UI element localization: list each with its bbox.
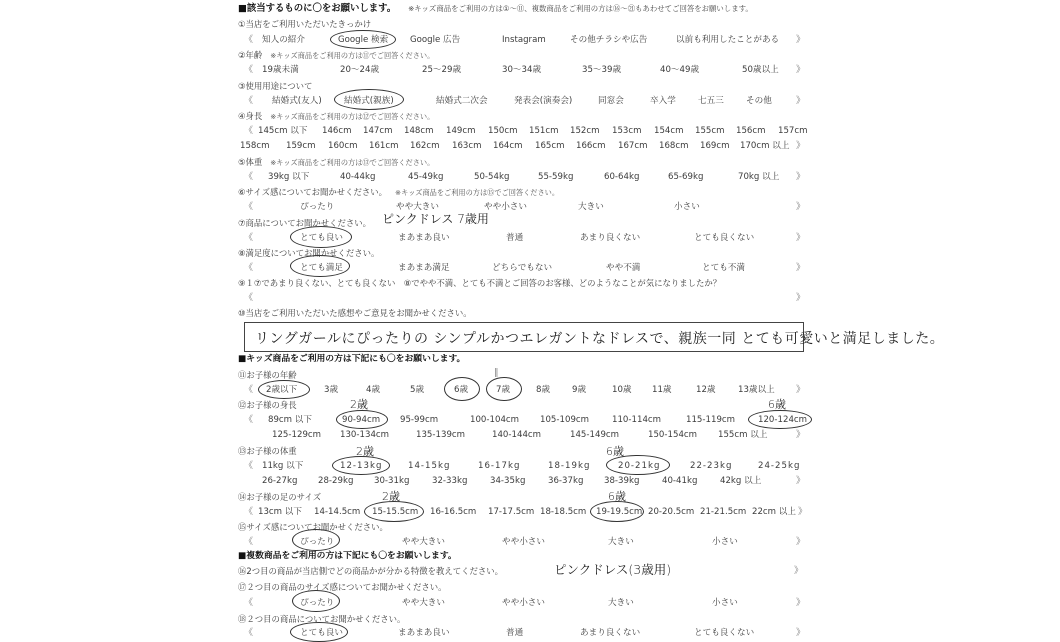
bracket-close: 》 bbox=[796, 476, 806, 486]
bracket-close: 》 bbox=[796, 233, 806, 243]
q13-option[interactable]: 30-31kg bbox=[374, 476, 410, 486]
q6-option[interactable]: 大きい bbox=[578, 202, 604, 212]
q4-option[interactable]: 158cm bbox=[240, 141, 270, 151]
q8-option[interactable]: まあまあ満足 bbox=[398, 263, 450, 273]
q6-label-text: ⑥サイズ感についてお聞かせください。 bbox=[238, 187, 388, 197]
q16-label: ⑯2つ目の商品が当店側でどの商品かが分かる特徴を教えてください。 bbox=[238, 566, 503, 576]
q2-options bbox=[238, 63, 808, 77]
q12-option-selected[interactable]: 120-124cm bbox=[758, 415, 808, 425]
q8-option[interactable]: やや不満 bbox=[606, 263, 641, 273]
q14-option-selected[interactable]: 19-19.5cm bbox=[596, 507, 643, 517]
q2-option[interactable]: 40〜49歳 bbox=[660, 65, 700, 75]
selection-circle bbox=[292, 529, 340, 551]
q12-option[interactable]: 95-99cm bbox=[400, 415, 439, 425]
q4-option[interactable]: 155cm bbox=[695, 126, 725, 136]
q3-label: ③使用用途について bbox=[238, 81, 313, 91]
q17-option[interactable]: 小さい bbox=[712, 598, 738, 608]
selection-circle bbox=[748, 410, 812, 429]
q12-option[interactable]: 100-104cm bbox=[470, 415, 520, 425]
q6-option[interactable]: やや小さい bbox=[484, 202, 527, 212]
q12-option[interactable]: 135-139cm bbox=[416, 430, 466, 440]
multi-section-title: ■複数商品をご利用の方は下記にも〇をお願いします。 bbox=[238, 551, 457, 561]
q16-row bbox=[238, 564, 808, 578]
q14-option[interactable]: 21-21.5cm bbox=[700, 507, 747, 517]
q5-label-text: ⑤体重 bbox=[238, 157, 263, 167]
bracket-close: 》 bbox=[796, 537, 806, 547]
q15-option[interactable]: やや大きい bbox=[402, 537, 445, 547]
bracket-open: 《 bbox=[244, 65, 254, 75]
selection-circle bbox=[486, 377, 522, 401]
q11-option-selected[interactable]: 6歳 bbox=[454, 385, 469, 395]
q8-option-selected[interactable]: とても満足 bbox=[300, 263, 343, 273]
bracket-close: 》 bbox=[796, 65, 806, 75]
bracket-close: 》 bbox=[796, 141, 806, 151]
q4-option[interactable]: 160cm bbox=[328, 141, 358, 151]
q4-option[interactable]: 157cm bbox=[778, 126, 808, 136]
q7-option[interactable]: あまり良くない bbox=[580, 233, 641, 243]
bracket-open: 《 bbox=[244, 96, 254, 106]
bracket-open: 《 bbox=[244, 385, 254, 395]
q12-option[interactable]: 110-114cm bbox=[612, 415, 662, 425]
q13-option[interactable]: 18-19kg bbox=[548, 461, 591, 471]
q7-option[interactable]: とても良くない bbox=[694, 233, 755, 243]
q7-option[interactable]: まあまあ良い bbox=[398, 233, 450, 243]
q13-option[interactable]: 14-15kg bbox=[408, 461, 451, 471]
q4-option[interactable]: 148cm bbox=[404, 126, 434, 136]
q3-option[interactable]: 発表会(演奏会) bbox=[514, 96, 573, 106]
q13-option[interactable]: 34-35kg bbox=[490, 476, 526, 486]
q4-option[interactable]: 165cm bbox=[535, 141, 565, 151]
q1-option[interactable]: その他チラシや広告 bbox=[570, 35, 648, 45]
q13-annotation: 2歳 bbox=[356, 445, 374, 458]
q14-option[interactable]: 13cm 以下 bbox=[258, 507, 302, 517]
q4-option[interactable]: 163cm bbox=[452, 141, 482, 151]
q13-option[interactable]: 28-29kg bbox=[318, 476, 354, 486]
bracket-close: 》 bbox=[796, 96, 806, 106]
bracket-open: 《 bbox=[244, 293, 254, 303]
q11-option[interactable]: 13歳以上 bbox=[738, 385, 775, 395]
q4-option[interactable]: 154cm bbox=[654, 126, 684, 136]
q2-label-text: ②年齢 bbox=[238, 50, 263, 60]
q5-option[interactable]: 39kg 以下 bbox=[268, 172, 310, 182]
selection-circle bbox=[606, 455, 670, 475]
q9-answer-field[interactable] bbox=[238, 291, 808, 305]
q13-option[interactable]: 38-39kg bbox=[604, 476, 640, 486]
survey-sheet bbox=[238, 0, 945, 640]
selection-circle bbox=[290, 226, 352, 248]
q15-option[interactable]: 小さい bbox=[712, 537, 738, 547]
selection-circle bbox=[330, 30, 396, 49]
bracket-close: 》 bbox=[798, 507, 808, 517]
selection-circle bbox=[336, 410, 388, 429]
q13-options-row1 bbox=[238, 459, 808, 473]
q12-option[interactable]: 140-144cm bbox=[492, 430, 542, 440]
selection-circle bbox=[364, 501, 424, 522]
q3-option[interactable]: 結婚式(友人) bbox=[272, 96, 322, 106]
q4-option[interactable]: 151cm bbox=[529, 126, 559, 136]
q3-options bbox=[238, 94, 808, 108]
q4-option[interactable]: 169cm bbox=[700, 141, 730, 151]
selection-circle bbox=[290, 622, 348, 642]
q6-option[interactable]: ぴったり bbox=[300, 202, 335, 212]
q3-option-selected[interactable]: 結婚式(親族) bbox=[344, 96, 394, 106]
q15-label: ⑮サイズ感についてお聞かせください。 bbox=[238, 522, 388, 532]
q5-option[interactable]: 55-59kg bbox=[538, 172, 574, 182]
q4-option[interactable]: 149cm bbox=[446, 126, 476, 136]
bracket-open: 《 bbox=[244, 415, 254, 425]
q4-option[interactable]: 153cm bbox=[612, 126, 642, 136]
selection-circle bbox=[334, 89, 404, 110]
bracket-open: 《 bbox=[244, 461, 254, 471]
q5-note: ※キッズ商品をご利用の方は⑬でご回答ください。 bbox=[270, 158, 435, 167]
q5-option[interactable]: 60-64kg bbox=[604, 172, 640, 182]
q1-option[interactable]: 知人の紹介 bbox=[262, 35, 305, 45]
q12-option[interactable]: 89cm 以下 bbox=[268, 415, 312, 425]
q12-option[interactable]: 155cm 以上 bbox=[718, 430, 768, 440]
q7-option-selected[interactable]: とても良い bbox=[300, 233, 343, 243]
q13-annotation: 6歳 bbox=[606, 445, 624, 458]
q14-option[interactable]: 16-16.5cm bbox=[430, 507, 477, 517]
q12-annotation: 6歳 bbox=[768, 398, 786, 411]
q8-option[interactable]: とても不満 bbox=[702, 263, 745, 273]
q2-option[interactable]: 35〜39歳 bbox=[582, 65, 622, 75]
bracket-close: 》 bbox=[796, 430, 806, 440]
q11-options bbox=[238, 383, 808, 397]
q4-option[interactable]: 167cm bbox=[618, 141, 648, 151]
q4-option[interactable]: 164cm bbox=[493, 141, 523, 151]
bracket-close: 》 bbox=[796, 202, 806, 212]
q8-label: ⑧満足度についてお聞かせください。 bbox=[238, 248, 380, 258]
tally-mark: ‖ bbox=[494, 368, 499, 378]
q11-option[interactable]: 9歳 bbox=[572, 385, 587, 395]
q4-label bbox=[238, 109, 434, 123]
q4-option[interactable]: 166cm bbox=[576, 141, 606, 151]
q4-option[interactable]: 156cm bbox=[736, 126, 766, 136]
q5-option[interactable]: 40-44kg bbox=[340, 172, 376, 182]
q2-option[interactable]: 50歳以上 bbox=[742, 65, 779, 75]
bracket-open: 《 bbox=[244, 126, 254, 136]
bracket-open: 《 bbox=[244, 507, 254, 517]
q14-annotation: 6歳 bbox=[608, 490, 626, 503]
q15-option[interactable]: やや小さい bbox=[502, 537, 545, 547]
q2-option[interactable]: 25〜29歳 bbox=[422, 65, 462, 75]
q4-option[interactable]: 161cm bbox=[369, 141, 399, 151]
bracket-close: 》 bbox=[796, 263, 806, 273]
selection-circle bbox=[444, 377, 480, 401]
q11-option[interactable]: 10歳 bbox=[612, 385, 632, 395]
q13-option-selected[interactable]: 12-13kg bbox=[340, 461, 383, 471]
q13-option[interactable]: 42kg 以上 bbox=[720, 476, 762, 486]
q12-option[interactable]: 115-119cm bbox=[686, 415, 736, 425]
q6-option[interactable]: 小さい bbox=[674, 202, 700, 212]
bracket-open: 《 bbox=[244, 598, 254, 608]
q9-label: ⑨１⑦であまり良くない、とても良くない ⑧でやや不満、とても不満とご回答のお客様、どのようなことが気になりましたか？ bbox=[238, 278, 722, 288]
q5-option[interactable]: 70kg 以上 bbox=[738, 172, 780, 182]
survey-header bbox=[238, 2, 753, 16]
q14-option[interactable]: 20-20.5cm bbox=[648, 507, 695, 517]
q15-options bbox=[238, 535, 808, 549]
q12-options-row2 bbox=[238, 428, 808, 442]
q17-option[interactable]: やや大きい bbox=[402, 598, 445, 608]
q13-option[interactable]: 11kg 以下 bbox=[262, 461, 304, 471]
q11-option[interactable]: 11歳 bbox=[652, 385, 672, 395]
q5-option[interactable]: 50-54kg bbox=[474, 172, 510, 182]
q11-label: ⑪お子様の年齢 bbox=[238, 370, 297, 380]
q3-option[interactable]: 七五三 bbox=[698, 96, 724, 106]
q14-option[interactable]: 22cm 以上 bbox=[752, 507, 796, 517]
q13-option[interactable]: 26-27kg bbox=[262, 476, 298, 486]
q6-option[interactable]: やや大きい bbox=[396, 202, 439, 212]
q11-option[interactable]: 8歳 bbox=[536, 385, 551, 395]
q4-options-row1 bbox=[238, 124, 808, 138]
q13-option[interactable]: 32-33kg bbox=[432, 476, 468, 486]
q4-note: ※キッズ商品をご利用の方は⑫でご回答ください。 bbox=[270, 112, 435, 121]
q4-option[interactable]: 162cm bbox=[410, 141, 440, 151]
selection-circle bbox=[292, 590, 340, 612]
q6-label bbox=[238, 185, 559, 199]
q6-note: ※キッズ商品をご利用の方は⑮でご回答ください。 bbox=[395, 188, 560, 197]
q13-option[interactable]: 22-23kg bbox=[690, 461, 733, 471]
q10-label: ⑩当店をご利用いただいた感想やご意見をお聞かせください。 bbox=[238, 308, 472, 318]
q1-option[interactable]: Google 広告 bbox=[410, 35, 461, 45]
q14-label: ⑭お子様の足のサイズ bbox=[238, 492, 322, 502]
q17-option-selected[interactable]: ぴったり bbox=[300, 598, 335, 608]
q4-option[interactable]: 146cm bbox=[322, 126, 352, 136]
q8-option[interactable]: どちらでもない bbox=[492, 263, 553, 273]
q2-option[interactable]: 19歳未満 bbox=[262, 65, 299, 75]
q16-handwritten: ピンクドレス(3歳用) bbox=[554, 562, 672, 577]
q4-label-text: ④身長 bbox=[238, 111, 263, 121]
bracket-open: 《 bbox=[244, 537, 254, 547]
q12-option[interactable]: 105-109cm bbox=[540, 415, 590, 425]
q6-options bbox=[238, 200, 808, 214]
q4-option[interactable]: 168cm bbox=[659, 141, 689, 151]
selection-circle bbox=[290, 255, 350, 277]
q18-label: ⑱２つ目の商品についてお聞かせください。 bbox=[238, 614, 406, 624]
q3-option[interactable]: 同窓会 bbox=[598, 96, 624, 106]
q5-label bbox=[238, 155, 434, 169]
q11-option[interactable]: 4歳 bbox=[366, 385, 381, 395]
q14-options bbox=[238, 505, 808, 519]
q4-option[interactable]: 170cm 以上 bbox=[740, 141, 790, 151]
q13-option[interactable]: 40-41kg bbox=[662, 476, 698, 486]
q17-options bbox=[238, 596, 808, 610]
q4-option[interactable]: 159cm bbox=[286, 141, 316, 151]
selection-circle bbox=[332, 456, 390, 475]
q17-option[interactable]: 大きい bbox=[608, 598, 634, 608]
q12-options-row1 bbox=[238, 413, 808, 427]
q18-option[interactable]: あまり良くない bbox=[580, 628, 641, 638]
q14-option-selected[interactable]: 15-15.5cm bbox=[372, 507, 419, 517]
bracket-open: 《 bbox=[244, 263, 254, 273]
bracket-open: 《 bbox=[244, 202, 254, 212]
q4-option[interactable]: 150cm bbox=[488, 126, 518, 136]
bracket-close: 》 bbox=[796, 628, 806, 638]
selection-circle bbox=[258, 380, 310, 399]
q3-option[interactable]: 卒入学 bbox=[650, 96, 676, 106]
q13-option-selected[interactable]: 20-21kg bbox=[618, 461, 661, 471]
header-title: ■該当するものに〇をお願いします。 bbox=[238, 3, 397, 14]
q2-option[interactable]: 20〜24歳 bbox=[340, 65, 380, 75]
q12-label: ⑫お子様の身長 bbox=[238, 400, 297, 410]
q7-label: ⑦商品についてお聞かせください。 bbox=[238, 218, 371, 228]
bracket-close: 》 bbox=[796, 172, 806, 182]
bracket-close: 》 bbox=[796, 35, 806, 45]
q5-option[interactable]: 45-49kg bbox=[408, 172, 444, 182]
q5-options bbox=[238, 170, 808, 184]
q12-annotation: 2歳 bbox=[350, 398, 368, 411]
q4-option[interactable]: 152cm bbox=[570, 126, 600, 136]
q13-options-row2 bbox=[238, 474, 808, 488]
q1-options bbox=[238, 33, 808, 47]
q12-option[interactable]: 145-149cm bbox=[570, 430, 620, 440]
q11-option-selected[interactable]: 7歳 bbox=[496, 385, 511, 395]
q1-label: ①当店をご利用いただいたきっかけ bbox=[238, 19, 372, 29]
q18-options bbox=[238, 626, 808, 640]
q12-option[interactable]: 125-129cm bbox=[272, 430, 322, 440]
comment-handwritten: リングガールにぴったりの シンプルかつエレガントなドレスで、親族一同 とても可愛いと満足しました。 bbox=[255, 331, 945, 347]
q11-option-selected[interactable]: 2歳以下 bbox=[266, 385, 298, 395]
q12-option-selected[interactable]: 90-94cm bbox=[342, 415, 381, 425]
q7-handwritten: ピンクドレス 7歳用 bbox=[382, 212, 489, 226]
q4-option[interactable]: 147cm bbox=[363, 126, 393, 136]
q2-note: ※キッズ商品をご利用の方は⑪でご回答ください。 bbox=[270, 51, 435, 60]
q7-options bbox=[238, 231, 808, 245]
q3-option[interactable]: 結婚式二次会 bbox=[436, 96, 488, 106]
bracket-open: 《 bbox=[244, 172, 254, 182]
q18-option-selected[interactable]: とても良い bbox=[300, 628, 343, 638]
q11-option[interactable]: 12歳 bbox=[696, 385, 716, 395]
q8-options bbox=[238, 261, 808, 275]
bracket-close: 》 bbox=[794, 566, 804, 576]
q18-option[interactable]: まあまあ良い bbox=[398, 628, 450, 638]
q4-option[interactable]: 145cm 以下 bbox=[258, 126, 308, 136]
q11-option[interactable]: 5歳 bbox=[410, 385, 425, 395]
q15-option-selected[interactable]: ぴったり bbox=[300, 537, 335, 547]
bracket-close: 》 bbox=[796, 385, 806, 395]
comment-box[interactable] bbox=[244, 322, 945, 352]
q11-option[interactable]: 3歳 bbox=[324, 385, 339, 395]
q15-option[interactable]: 大きい bbox=[608, 537, 634, 547]
q13-option[interactable]: 36-37kg bbox=[548, 476, 584, 486]
q14-option[interactable]: 18-18.5cm bbox=[540, 507, 587, 517]
q14-option[interactable]: 14-14.5cm bbox=[314, 507, 361, 517]
q4-options-row2 bbox=[238, 139, 808, 153]
kids-section-title: ■キッズ商品をご利用の方は下記にも〇をお願いします。 bbox=[238, 354, 466, 364]
q17-option[interactable]: やや小さい bbox=[502, 598, 545, 608]
q18-option[interactable]: 普通 bbox=[506, 628, 524, 638]
bracket-open: 《 bbox=[244, 628, 254, 638]
q1-option[interactable]: Instagram bbox=[502, 35, 546, 45]
q14-option[interactable]: 17-17.5cm bbox=[488, 507, 535, 517]
selection-circle bbox=[590, 501, 644, 522]
q2-label bbox=[238, 48, 434, 62]
q1-option-selected[interactable]: Google 検索 bbox=[338, 35, 389, 45]
q17-label: ⑰２つ目の商品のサイズ感についてお聞かせください。 bbox=[238, 582, 447, 592]
q5-option[interactable]: 65-69kg bbox=[668, 172, 704, 182]
header-note: ※キッズ商品をご利用の方は①〜⑪、複数商品をご利用の方は⑯〜㉑もあわせてご回答をお願いします。 bbox=[408, 4, 753, 13]
bracket-open: 《 bbox=[244, 35, 254, 45]
q18-option[interactable]: とても良くない bbox=[694, 628, 755, 638]
bracket-close: 》 bbox=[796, 598, 806, 608]
q1-option[interactable]: 以前も利用したことがある bbox=[676, 35, 780, 45]
q13-option[interactable]: 24-25kg bbox=[758, 461, 801, 471]
q14-annotation: 2歳 bbox=[382, 490, 400, 503]
q13-option[interactable]: 16-17kg bbox=[478, 461, 521, 471]
q3-option[interactable]: その他 bbox=[746, 96, 772, 106]
q12-option[interactable]: 130-134cm bbox=[340, 430, 390, 440]
q13-label: ⑬お子様の体重 bbox=[238, 446, 297, 456]
q7-option[interactable]: 普通 bbox=[506, 233, 524, 243]
q2-option[interactable]: 30〜34歳 bbox=[502, 65, 542, 75]
q12-option[interactable]: 150-154cm bbox=[648, 430, 698, 440]
bracket-close: 》 bbox=[796, 293, 806, 303]
bracket-open: 《 bbox=[244, 233, 254, 243]
